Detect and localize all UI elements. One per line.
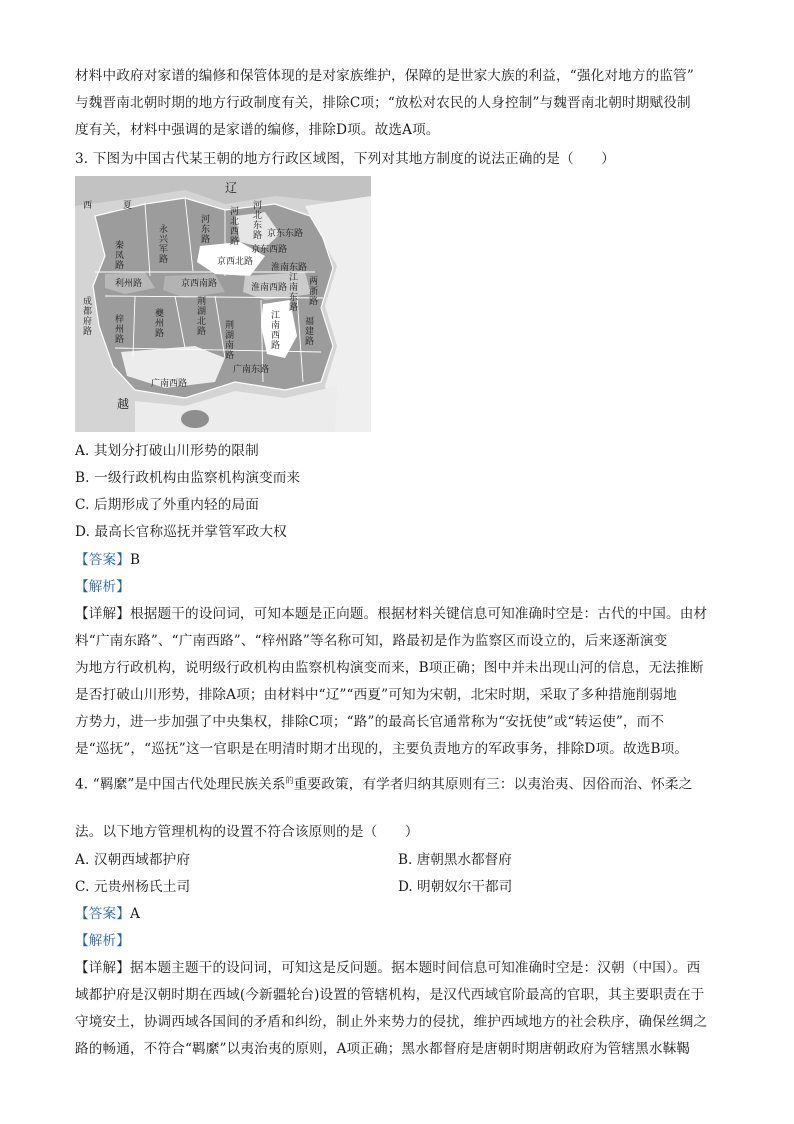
q3-detail-line-3: 为地方行政机构，说明级行政机构由监察机构演变而来，B项正确；图中并未出现山河的信息，无法推断: [75, 660, 704, 676]
q3-option-b: B. 一级行政机构由监察机构演变而来: [75, 470, 301, 486]
svg-text:路: 路: [115, 335, 125, 345]
svg-text:东: 东: [253, 221, 263, 231]
q3-detail-line-2: 料“广南东路”、“广南西路”、“梓州路”等名称可知，路最初是作为监察区而设立的，后来逐渐演变: [75, 633, 668, 649]
q3-answer: [75, 551, 140, 569]
q4-stem-line-2: 法。以下地方管理机构的设置不符合该原则的是（ ）: [75, 824, 419, 840]
svg-text:建: 建: [305, 327, 315, 337]
svg-text:河: 河: [230, 207, 240, 217]
q4-option-d: D. 明朝奴尔干都司: [398, 879, 513, 895]
map-label-fujian: [305, 315, 314, 347]
map-label-liao: 辽: [225, 181, 238, 195]
map-label-xixia-1: 西: [83, 201, 93, 211]
svg-text:东: 东: [201, 225, 211, 235]
map-label-lizhou: 利州路: [115, 279, 143, 289]
svg-text:河: 河: [201, 215, 211, 225]
svg-text:梓: 梓: [115, 315, 125, 325]
q4-detail-line-2: 域都护府是汉朝时期在西域(今新疆轮台)设置的管辖机构，是汉代西域官阶最高的官职，其主要职责在于: [75, 987, 705, 1003]
svg-text:荆: 荆: [225, 321, 235, 331]
q3-analysis-tag: 【解析】: [75, 579, 130, 595]
map-label-jingxi-bei: 京西北路: [217, 257, 254, 267]
song-administrative-map: [75, 176, 371, 432]
q4-detail-line-1: 【详解】据本题主题干的设问词，可知这是反问题。据本题时间信息可知准确时空是：汉朝（中国）。西: [75, 960, 701, 976]
svg-text:州: 州: [155, 319, 165, 329]
svg-text:福: 福: [305, 317, 315, 327]
q4-answer: [75, 905, 140, 923]
q3-stem: 3. 下图为中国古代某王朝的地方行政区域图，下列对其地方制度的说法正确的是（ ）: [75, 151, 616, 167]
svg-text:北: 北: [253, 211, 263, 221]
svg-text:南: 南: [225, 341, 235, 351]
svg-text:浙: 浙: [309, 287, 319, 297]
svg-text:南: 南: [289, 283, 299, 293]
q3-option-c: C. 后期形成了外重内轻的局面: [75, 497, 259, 513]
svg-text:北: 北: [197, 317, 207, 327]
map-label-guangnan-xi: 广南西路: [151, 379, 188, 389]
map-label-hebei-dong: [253, 200, 262, 241]
map-label-jinghu-bei: [197, 295, 206, 337]
map-label-jingxi-nan: 京西南路: [181, 279, 218, 289]
svg-text:江: 江: [271, 311, 281, 321]
q3-detail-line-6: 是“巡抚”，“巡抚”这一官职是在明清时期才出现的，主要负责地方的军政事务，排除D项。故选B项。: [75, 741, 689, 757]
svg-text:北: 北: [230, 217, 240, 227]
q3-option-a: A. 其划分打破山川形势的限制: [75, 443, 259, 459]
svg-text:成: 成: [83, 297, 93, 307]
svg-text:夔: 夔: [155, 309, 165, 319]
q3-detail-line-5: 方势力，进一步加强了中央集权，排除C项；“路”的最高长官通常称为“安抚使”或“转运使”，而不: [75, 714, 665, 730]
map-label-jingdong-dong: 京东东路: [267, 229, 304, 239]
q4-option-b: B. 唐朝黑水都督府: [398, 852, 512, 868]
svg-text:路: 路: [159, 255, 169, 265]
map-label-hebei-xi: [230, 206, 239, 247]
q3-answer-tag: 【答案】: [75, 552, 130, 568]
q3-answer-value: B: [129, 552, 141, 568]
q4-answer-value: A: [129, 906, 140, 922]
svg-text:路: 路: [271, 341, 281, 351]
q4-detail-line-4: 路的畅通，不符合“羁縻”以夷治夷的原则，A项正确；黑水都督府是唐朝时期唐朝政府为管辖黑水靺鞨: [75, 1041, 691, 1057]
svg-text:府: 府: [83, 317, 93, 327]
map-label-huainan-xi: 淮南西路: [251, 283, 288, 293]
map-label-yue: 越: [117, 397, 130, 411]
map-label-jiangnan-xi: [271, 310, 280, 351]
map-label-xixia-2: 夏: [123, 201, 133, 211]
svg-text:湖: 湖: [197, 307, 207, 317]
svg-text:荆: 荆: [197, 297, 207, 307]
svg-text:江: 江: [289, 273, 299, 283]
map-label-jinghu-nan: [225, 319, 234, 361]
q4-stem-superscript: 的: [285, 776, 294, 785]
intro-line-2: 与魏晋南北朝时期的地方行政制度有关，排除C项；“放松对农民的人身控制”与魏晋南北朝时期赋役制: [75, 95, 691, 111]
svg-text:凤: 凤: [115, 251, 125, 261]
map-label-huainan-dong: 淮南东路: [271, 263, 308, 273]
map-label-zizhou: [115, 313, 124, 345]
svg-text:两: 两: [309, 277, 319, 287]
svg-text:河: 河: [253, 201, 263, 211]
q4-stem-line-1: 4. “羁縻”是中国古代处理民族关系$^的$重要政策，有学者归纳其原则有三：以夷治夷、因俗而治、怀柔之: [75, 776, 693, 793]
map-label-hedong: [201, 214, 210, 245]
svg-text:西: 西: [230, 227, 240, 237]
q3-detail-line-4: 是否打破山川形势，排除A项；由材料中“辽”“西夏”可知为宋朝，北宋时期，采取了多种措施削弱地: [75, 687, 677, 703]
svg-text:路: 路: [225, 351, 235, 361]
q3-detail-line-1: 【详解】根据题干的设问词，可知本题是正向题。根据材料关键信息可知准确时空是：古代的中国。由材: [75, 606, 708, 622]
svg-text:兴: 兴: [159, 235, 169, 245]
map-label-qinfeng: [115, 239, 124, 271]
map-label-guangnan-dong: 广南东路: [233, 365, 270, 375]
map-label-kuizhou: [155, 307, 165, 339]
svg-text:都: 都: [83, 307, 93, 317]
map-label-chengdu: [83, 295, 92, 337]
svg-text:路: 路: [253, 231, 263, 241]
svg-text:南: 南: [271, 321, 281, 331]
svg-text:秦: 秦: [115, 241, 125, 251]
svg-text:永: 永: [159, 225, 169, 235]
svg-text:路: 路: [289, 303, 299, 313]
svg-text:路: 路: [201, 235, 211, 245]
svg-text:西: 西: [271, 331, 281, 341]
q4-answer-tag: 【答案】: [75, 906, 130, 922]
q3-detail-tag: 【详解】: [75, 606, 130, 622]
map-label-jiangnan-dong: [289, 272, 298, 313]
q4-detail-line-3: 守境安土，协调西域各国间的矛盾和纠纷，制止外来势力的侵扰，维护西域地方的社会秩序，确保丝绸之: [75, 1014, 708, 1030]
q4-option-a: A. 汉朝西域都护府: [75, 852, 191, 868]
map-label-jingdong-xi: 京东西路: [251, 245, 288, 255]
intro-line-3: 度有关，材料中强调的是家谱的编修，排除D项。故选A项。: [75, 122, 440, 138]
svg-text:军: 军: [159, 245, 169, 255]
svg-text:路: 路: [230, 237, 240, 247]
svg-text:路: 路: [305, 337, 315, 347]
svg-text:州: 州: [115, 325, 125, 335]
svg-text:湖: 湖: [225, 331, 235, 341]
q3-option-d: D. 最高长官称巡抚并掌管军政大权: [75, 524, 287, 540]
svg-text:路: 路: [83, 327, 93, 337]
q4-option-c: C. 元贵州杨氏土司: [75, 879, 191, 895]
svg-text:路: 路: [155, 329, 165, 339]
svg-text:东: 东: [289, 293, 299, 303]
svg-text:路: 路: [309, 297, 319, 307]
q4-analysis-tag: 【解析】: [75, 933, 130, 949]
svg-text:路: 路: [197, 327, 207, 337]
map-label-yongxing: [159, 223, 169, 265]
q4-detail-tag: 【详解】: [75, 960, 130, 976]
svg-text:路: 路: [115, 261, 125, 271]
intro-line-1: 材料中政府对家谱的编修和保管体现的是对家族维护，保障的是世家大族的利益，“强化对地方的监管”: [75, 68, 694, 84]
map-label-liangzhe: [309, 276, 318, 307]
